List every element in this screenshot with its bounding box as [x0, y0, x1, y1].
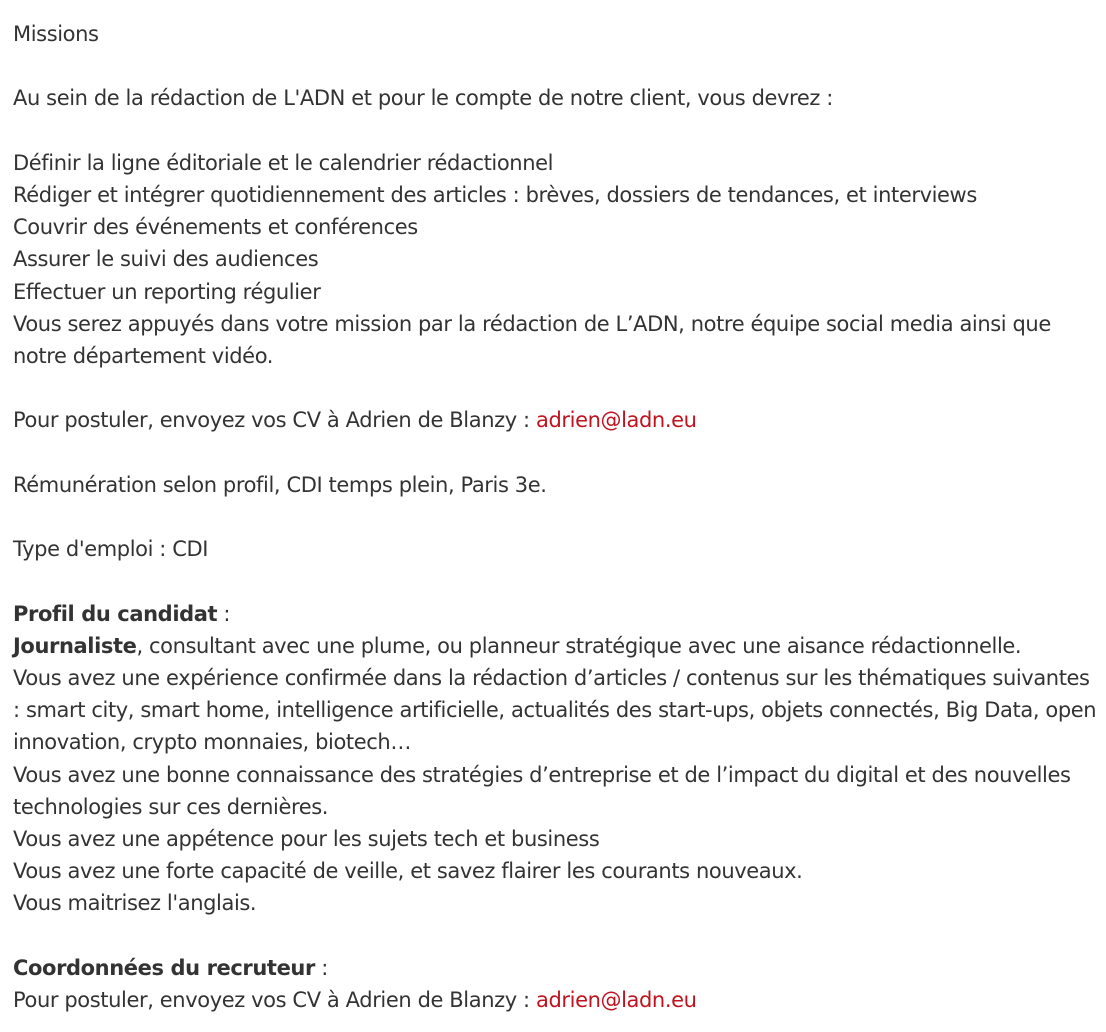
task-item: Couvrir des événements et conférences — [13, 215, 418, 240]
profile-line: Vous avez une expérience confirmée dans la rédaction d’articles / contenus sur les thématiques suivantes : smart city, smart home, intelligence artificielle, actualités des start-ups, objets connectés, Big Data, open innovation, crypto monnaies, biotech… — [13, 665, 1097, 755]
recruiter-heading: Coordonnées du recruteur — [13, 955, 315, 980]
spacer — [13, 437, 1098, 469]
recruiter-email-link[interactable]: adrien@ladn.eu — [536, 987, 697, 1012]
spacer — [13, 501, 1098, 533]
spacer — [13, 372, 1098, 404]
missions-heading: Missions — [13, 22, 99, 46]
spacer — [13, 565, 1098, 597]
task-item: Effectuer un reporting régulier — [13, 279, 321, 304]
task-item: Vous serez appuyés dans votre mission par la rédaction de L’ADN, notre équipe social media ainsi que notre département vidéo. — [13, 311, 1051, 368]
profile-lead — [13, 630, 1098, 662]
heading-colon: : — [217, 601, 231, 626]
spacer — [13, 115, 1098, 147]
profile-line: Vous avez une bonne connaissance des stratégies d’entreprise et de l’impact du digital et des nouvelles technologies sur ces dernières. — [13, 762, 1071, 819]
profile-heading-line — [13, 598, 1098, 630]
recruiter-apply-text: Pour postuler, envoyez vos CV à Adrien de Blanzy : — [13, 987, 536, 1012]
missions-intro: Au sein de la rédaction de L'ADN et pour le compte de notre client, vous devrez : — [13, 86, 833, 111]
profile-line: Vous avez une appétence pour les sujets tech et business — [13, 826, 600, 851]
profile-line: Vous maitrisez l'anglais. — [13, 891, 257, 916]
task-item: Définir la ligne éditoriale et le calendrier rédactionnel — [13, 150, 554, 175]
apply-line — [13, 404, 1098, 436]
profile-heading: Profil du candidat — [13, 601, 218, 626]
profile-lead-rest: , consultant avec une plume, ou planneur stratégique avec une aisance rédactionnelle. — [136, 633, 1022, 658]
spacer — [13, 50, 1098, 82]
profile-line: Vous avez une forte capacité de veille, et savez flairer les courants nouveaux. — [13, 859, 803, 884]
profile-lead-bold: Journaliste — [13, 633, 137, 658]
recruiter-heading-line — [13, 952, 1098, 984]
task-item: Assurer le suivi des audiences — [13, 247, 319, 272]
recruiter-apply-line — [13, 984, 1098, 1016]
job-description — [13, 18, 1098, 1016]
heading-colon: : — [314, 955, 328, 980]
job-type-text: Type d'emploi : CDI — [13, 537, 209, 562]
apply-email-link[interactable]: adrien@ladn.eu — [536, 408, 697, 433]
remuneration-text: Rémunération selon profil, CDI temps plein, Paris 3e. — [13, 472, 547, 497]
task-item: Rédiger et intégrer quotidiennement des articles : brèves, dossiers de tendances, et interviews — [13, 182, 977, 207]
apply-text: Pour postuler, envoyez vos CV à Adrien de Blanzy : — [13, 408, 536, 433]
spacer — [13, 920, 1098, 952]
